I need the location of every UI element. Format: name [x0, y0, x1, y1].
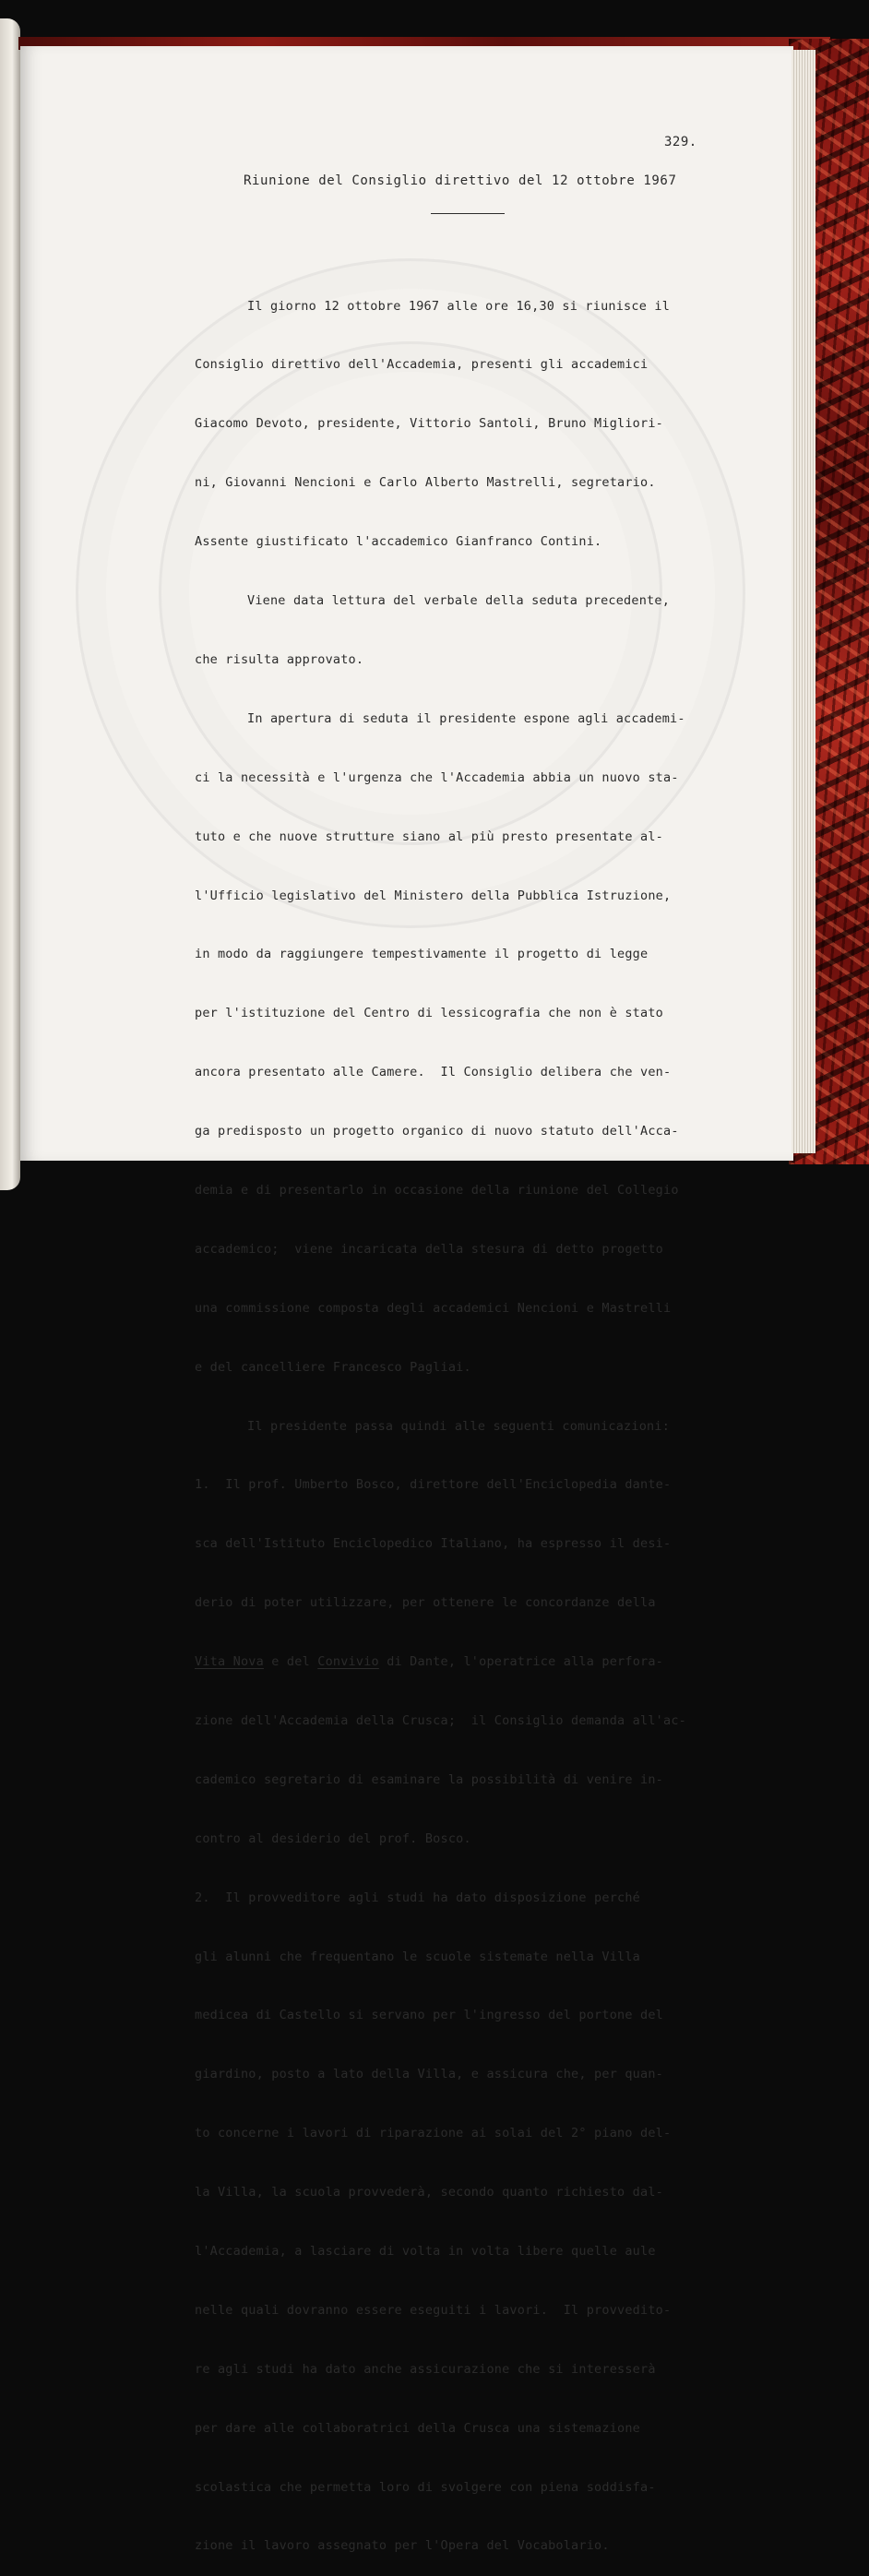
text-line: contro al desiderio del prof. Bosco. — [195, 1831, 471, 1846]
text-fragment: e del — [263, 1654, 318, 1670]
text-line: Viene data lettura del verbale della seduta precedente, — [247, 593, 671, 609]
text-line: 2. Il provveditore agli studi ha dato disposizione perché — [195, 1890, 641, 1905]
text-line: giardino, posto a lato della Villa, e assicura che, per quan- — [195, 2067, 663, 2082]
text-line: cademico segretario di esaminare la possibilità di venire in- — [195, 1771, 663, 1787]
text-line: medicea di Castello si servano per l'ingresso del portone del — [195, 2008, 663, 2023]
page-number: 329. — [664, 135, 697, 149]
text-line: zione dell'Accademia della Crusca; il Consiglio demanda all'ac- — [195, 1712, 686, 1728]
text-line: nelle quali dovranno essere eseguiti i lavori. Il provvedito- — [195, 2302, 672, 2318]
text-line: ancora presentato alle Camere. Il Consiglio delibera che ven- — [195, 1065, 672, 1080]
text-line: ni, Giovanni Nencioni e Carlo Alberto Mastrelli, segretario. — [195, 475, 656, 491]
text-line: accademico; viene incaricata della stesura di detto progetto — [195, 1241, 663, 1257]
text-line: per dare alle collaboratrici della Crusca una sistemazione — [195, 2420, 641, 2436]
text-line: in modo da raggiungere tempestivamente il progetto di legge — [195, 947, 649, 962]
text-line: Il giorno 12 ottobre 1967 alle ore 16,30 si riunisce il — [247, 298, 671, 314]
text-line: tuto e che nuove strutture siano al più presto presentate al- — [195, 829, 663, 844]
text-line: re agli studi ha dato anche assicurazione che si interesserà — [195, 2361, 656, 2377]
document-body — [195, 257, 711, 2576]
title-underline — [431, 213, 505, 214]
text-line: che risulta approvato. — [195, 651, 364, 667]
text-line: gli alunni che frequentano le scuole sistemate nella Villa — [195, 1949, 641, 1964]
text-line: Consiglio direttivo dell'Accademia, presenti gli accademici — [195, 357, 649, 373]
text-line: l'Accademia, a lasciare di volta in volta libere quelle aule — [195, 2243, 656, 2259]
text-line: la Villa, la scuola provvederà, secondo quanto richiesto dal- — [195, 2185, 663, 2200]
text-line: ga predisposto un progetto organico di nuovo statuto dell'Acca- — [195, 1124, 679, 1139]
work-title-convivio: Convivio — [317, 1654, 379, 1670]
text-line: ci la necessità e l'urgenza che l'Accademia abbia un nuovo sta- — [195, 769, 679, 785]
document-title: Riunione del Consiglio direttivo del 12 ottobre 1967 — [244, 173, 677, 188]
text-line: zione il lavoro assegnato per l'Opera del Vocabolario. — [195, 2538, 610, 2554]
text-line: l'Ufficio legislativo del Ministero della Pubblica Istruzione, — [195, 888, 672, 903]
facing-page-edge — [0, 18, 20, 1190]
text-line: to concerne i lavori di riparazione ai solai del 2° piano del- — [195, 2126, 672, 2141]
text-line: Assente giustificato l'accademico Gianfranco Contini. — [195, 534, 602, 550]
text-line: per l'istituzione del Centro di lessicografia che non è stato — [195, 1006, 663, 1021]
text-line: derio di poter utilizzare, per ottenere le concordanze della — [195, 1595, 656, 1611]
text-line: 1. Il prof. Umberto Bosco, direttore dell'Enciclopedia dante- — [195, 1477, 672, 1493]
text-line: Giacomo Devoto, presidente, Vittorio Santoli, Bruno Migliori- — [195, 416, 663, 432]
text-line-with-titles — [195, 1652, 711, 1672]
work-title-vita-nova: Vita Nova — [195, 1654, 264, 1670]
text-line: scolastica che permetta loro di svolgere con piena soddisfa- — [195, 2479, 656, 2495]
text-line: una commissione composta degli accademici Nencioni e Mastrelli — [195, 1300, 672, 1316]
page-block-edges — [792, 50, 815, 1153]
text-line: In apertura di seduta il presidente espone agli accademi- — [247, 710, 685, 726]
text-line: Il presidente passa quindi alle seguenti comunicazioni: — [247, 1418, 671, 1434]
text-line: e del cancelliere Francesco Pagliai. — [195, 1359, 471, 1375]
text-line: sca dell'Istituto Enciclopedico Italiano, ha espresso il desi- — [195, 1536, 672, 1552]
text-line: demia e di presentarlo in occasione della riunione del Collegio — [195, 1182, 679, 1198]
text-fragment: di Dante, l'operatrice alla perfora- — [378, 1654, 663, 1670]
